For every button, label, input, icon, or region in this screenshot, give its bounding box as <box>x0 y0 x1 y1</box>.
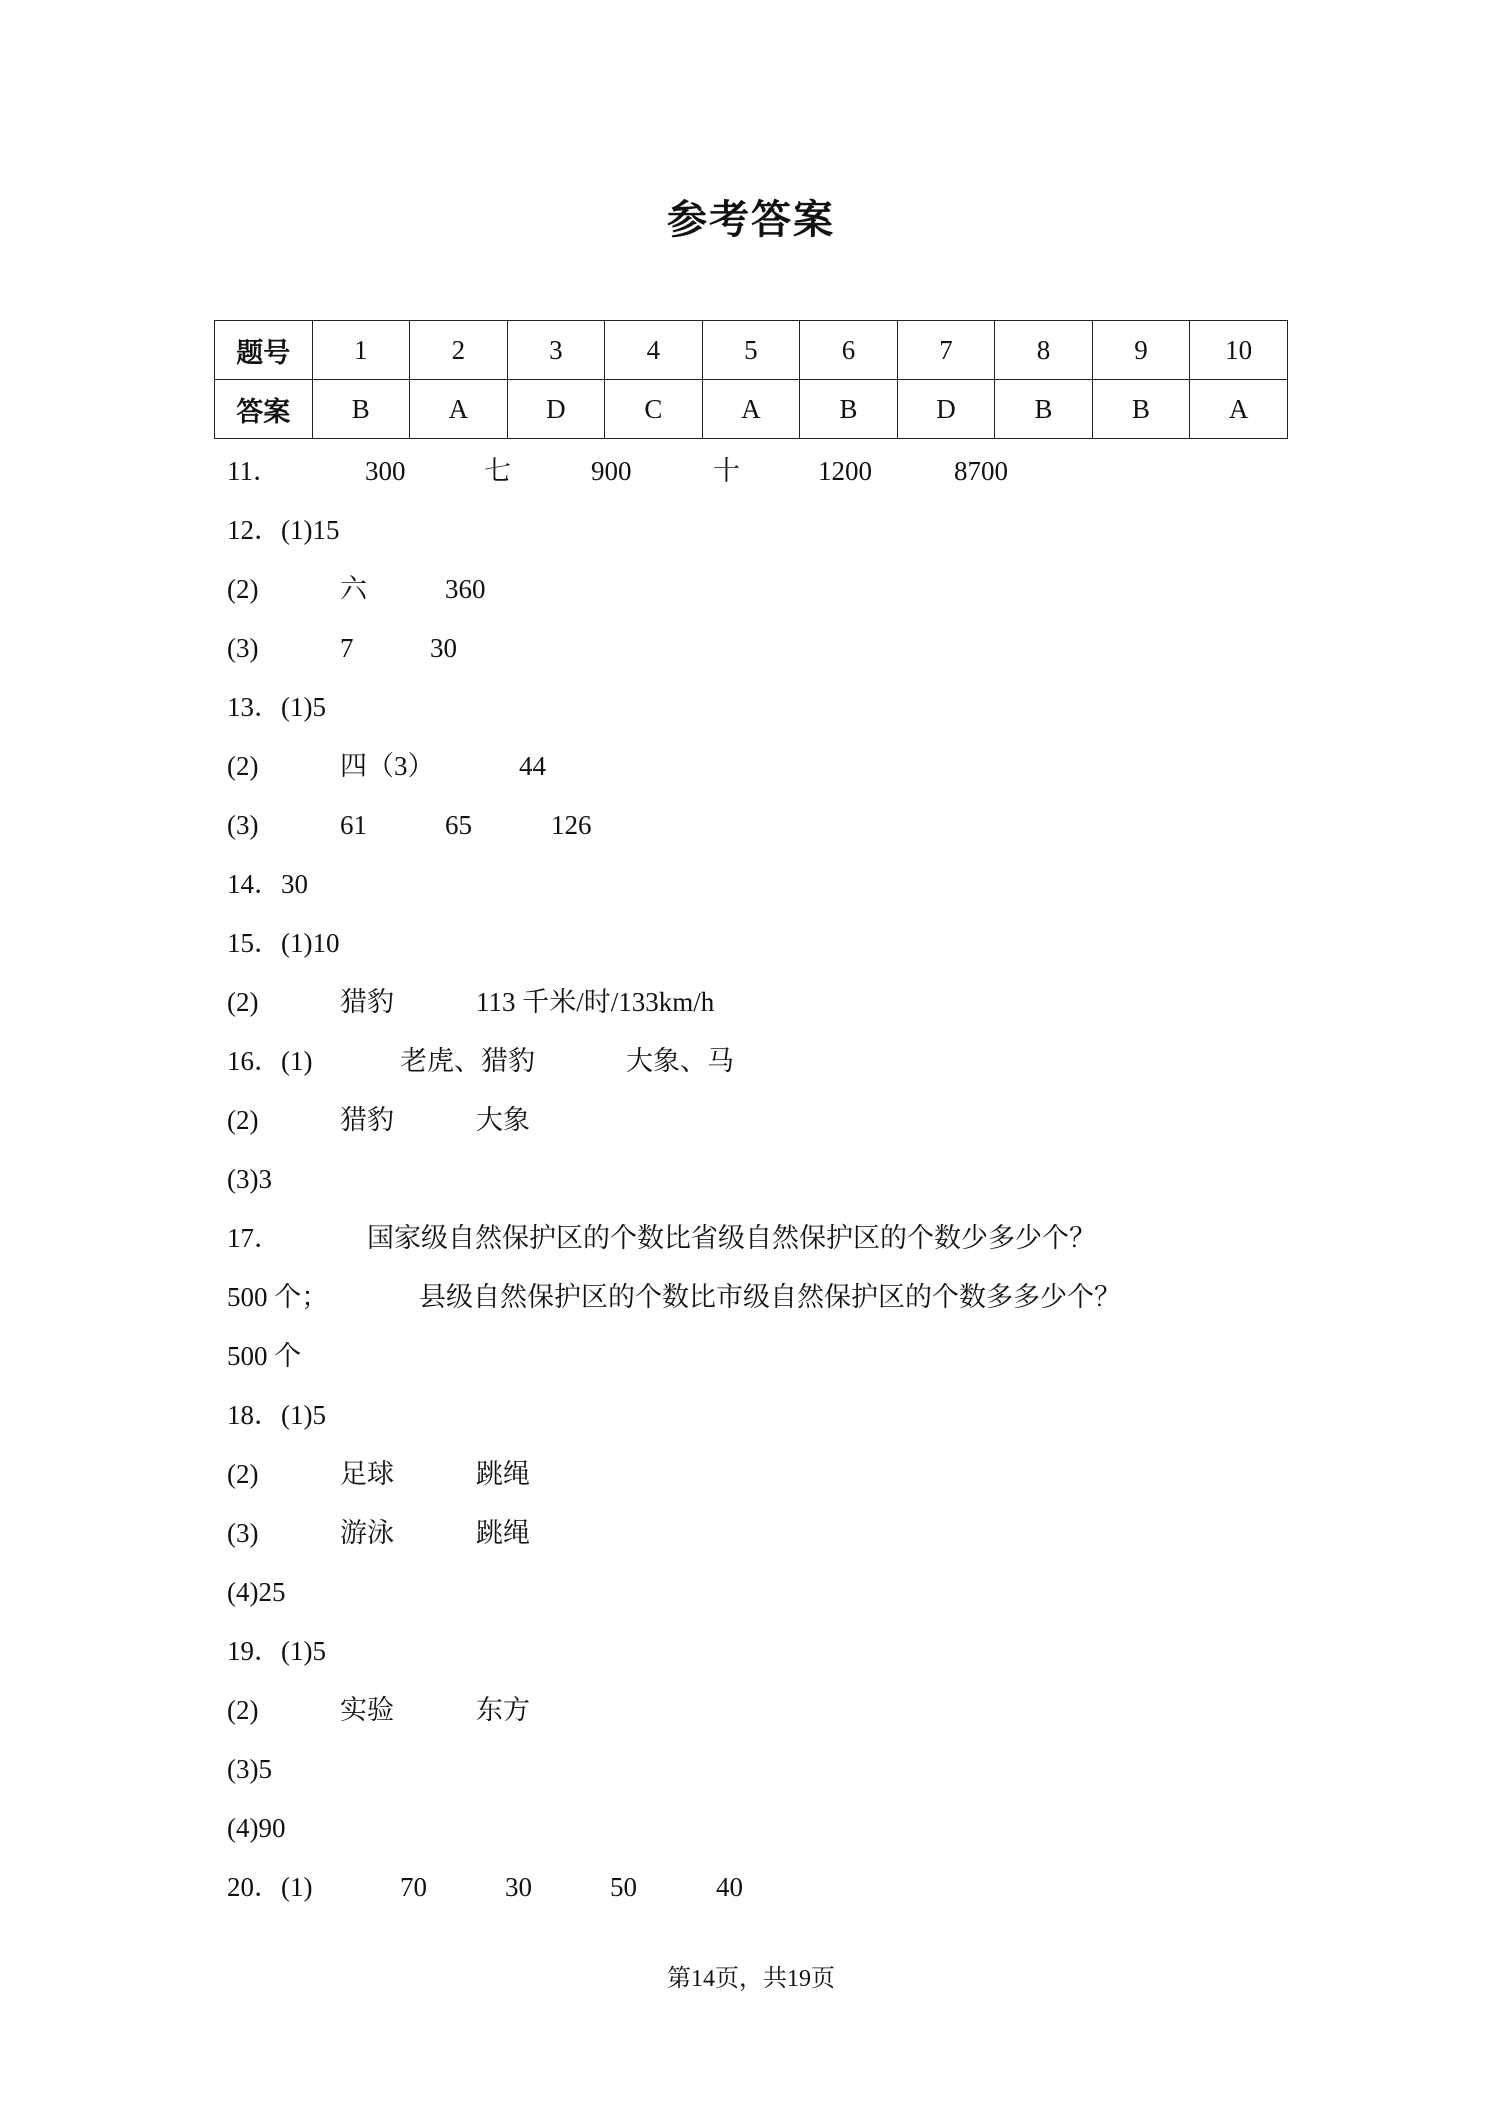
question-number: 3 <box>507 321 605 380</box>
answer-text: 360 <box>445 574 486 604</box>
answer-text: 7 <box>340 633 354 663</box>
answer-text: (2) <box>227 574 259 604</box>
answer-text: 30 <box>505 1872 532 1902</box>
answer-text: 县级自然保护区的个数比市级自然保护区的个数多多少个？ <box>419 1282 1121 1312</box>
answer-line <box>0 1043 1488 1079</box>
answer-choice: A <box>702 380 800 439</box>
answer-line <box>0 689 1488 725</box>
question-number: 6 <box>800 321 898 380</box>
answer-text: 大象、马 <box>626 1046 734 1076</box>
answer-text: 七 <box>484 456 511 486</box>
answer-line <box>0 630 1488 666</box>
page-title: 参考答案 <box>667 197 835 242</box>
question-number: 5 <box>702 321 800 380</box>
answer-choice: A <box>410 380 508 439</box>
answer-line <box>0 807 1488 843</box>
answer-text: (2) <box>227 1105 259 1135</box>
answer-choice: D <box>507 380 605 439</box>
answer-text: 20．(1) <box>227 1872 313 1902</box>
answer-text: (3) <box>227 1518 259 1548</box>
answer-line <box>0 1220 1488 1256</box>
answer-line <box>0 1810 1488 1846</box>
answer-choice: B <box>312 380 410 439</box>
answer-text: 跳绳 <box>476 1518 530 1548</box>
answer-line <box>0 1692 1488 1728</box>
answer-text: 900 <box>591 456 632 486</box>
answer-text: 六 <box>340 574 367 604</box>
answer-text: (2) <box>227 751 259 781</box>
answer-text: 东方 <box>476 1695 530 1725</box>
answer-text: 500 个； <box>227 1282 329 1312</box>
answer-text: 70 <box>400 1872 427 1902</box>
answer-text: 国家级自然保护区的个数比省级自然保护区的个数少多少个？ <box>367 1223 1096 1253</box>
answer-text: 1200 <box>818 456 872 486</box>
answer-line <box>0 1751 1488 1787</box>
question-number: 4 <box>605 321 703 380</box>
answer-line <box>0 1515 1488 1551</box>
answer-line <box>0 512 1488 548</box>
answer-text: 50 <box>610 1872 637 1902</box>
answer-text: 126 <box>551 810 592 840</box>
answer-line <box>0 1397 1488 1433</box>
answer-text: (2) <box>227 987 259 1017</box>
answer-text: (3) <box>227 633 259 663</box>
answer-text: 12．(1)15 <box>227 515 340 545</box>
answer-text: 65 <box>445 810 472 840</box>
answer-text: 13．(1)5 <box>227 692 326 722</box>
answer-table <box>214 320 1288 439</box>
answer-text: 十 <box>713 456 740 486</box>
answer-text: 500 个 <box>227 1341 302 1371</box>
answer-text: 跳绳 <box>476 1459 530 1489</box>
answer-line <box>0 1279 1488 1315</box>
answer-text: 16．(1) <box>227 1046 313 1076</box>
answer-text: (3)5 <box>227 1754 272 1784</box>
question-number: 1 <box>312 321 410 380</box>
answer-text: 猎豹 <box>340 987 394 1017</box>
answer-line <box>0 571 1488 607</box>
table-row-numbers <box>215 321 1288 380</box>
answer-line <box>0 1574 1488 1610</box>
question-number: 8 <box>995 321 1093 380</box>
answer-text: (2) <box>227 1459 259 1489</box>
answer-line <box>0 1869 1488 1905</box>
answer-text: 15．(1)10 <box>227 928 340 958</box>
answer-text: 游泳 <box>340 1518 394 1548</box>
answer-line <box>0 984 1488 1020</box>
answer-text: (4)25 <box>227 1577 286 1607</box>
question-number: 9 <box>1092 321 1190 380</box>
answer-text: 40 <box>716 1872 743 1902</box>
answer-line <box>0 1456 1488 1492</box>
answer-text: 17． <box>227 1223 281 1253</box>
answer-text: 61 <box>340 810 367 840</box>
answer-choice: A <box>1190 380 1288 439</box>
answer-line <box>0 1161 1488 1197</box>
answer-text: (3)3 <box>227 1164 272 1194</box>
answer-text: (4)90 <box>227 1813 286 1843</box>
answer-choice: B <box>800 380 898 439</box>
answer-text: 老虎、猎豹 <box>400 1046 535 1076</box>
answer-line <box>0 453 1488 489</box>
answer-text: 19．(1)5 <box>227 1636 326 1666</box>
table-row-answers <box>215 380 1288 439</box>
answer-text: 8700 <box>954 456 1008 486</box>
answer-choice: D <box>897 380 995 439</box>
answer-text: (2) <box>227 1695 259 1725</box>
answer-text: 14．30 <box>227 869 308 899</box>
answer-line <box>0 748 1488 784</box>
page-footer: 第14页，共19页 <box>667 1966 835 1992</box>
answer-text: 113 千米/时/133km/h <box>476 987 715 1017</box>
answer-text: 300 <box>365 456 406 486</box>
answer-line <box>0 866 1488 902</box>
answer-text: 四（3） <box>340 751 435 781</box>
answer-text: 实验 <box>340 1695 394 1725</box>
answer-line <box>0 1633 1488 1669</box>
answer-choice: C <box>605 380 703 439</box>
question-number: 7 <box>897 321 995 380</box>
answer-text: 大象 <box>476 1105 530 1135</box>
answer-line <box>0 1338 1488 1374</box>
table-answer-label: 答案 <box>215 380 313 439</box>
question-number: 10 <box>1190 321 1288 380</box>
answer-line <box>0 925 1488 961</box>
answer-choice: B <box>1092 380 1190 439</box>
answer-text: 11． <box>227 456 280 486</box>
answer-line <box>0 1102 1488 1138</box>
answer-text: 18．(1)5 <box>227 1400 326 1430</box>
answer-text: 猎豹 <box>340 1105 394 1135</box>
question-number: 2 <box>410 321 508 380</box>
answer-text: 30 <box>430 633 457 663</box>
answer-text: 足球 <box>340 1459 394 1489</box>
answer-text: 44 <box>519 751 546 781</box>
answer-text: (3) <box>227 810 259 840</box>
table-header-label: 题号 <box>215 321 313 380</box>
answer-choice: B <box>995 380 1093 439</box>
